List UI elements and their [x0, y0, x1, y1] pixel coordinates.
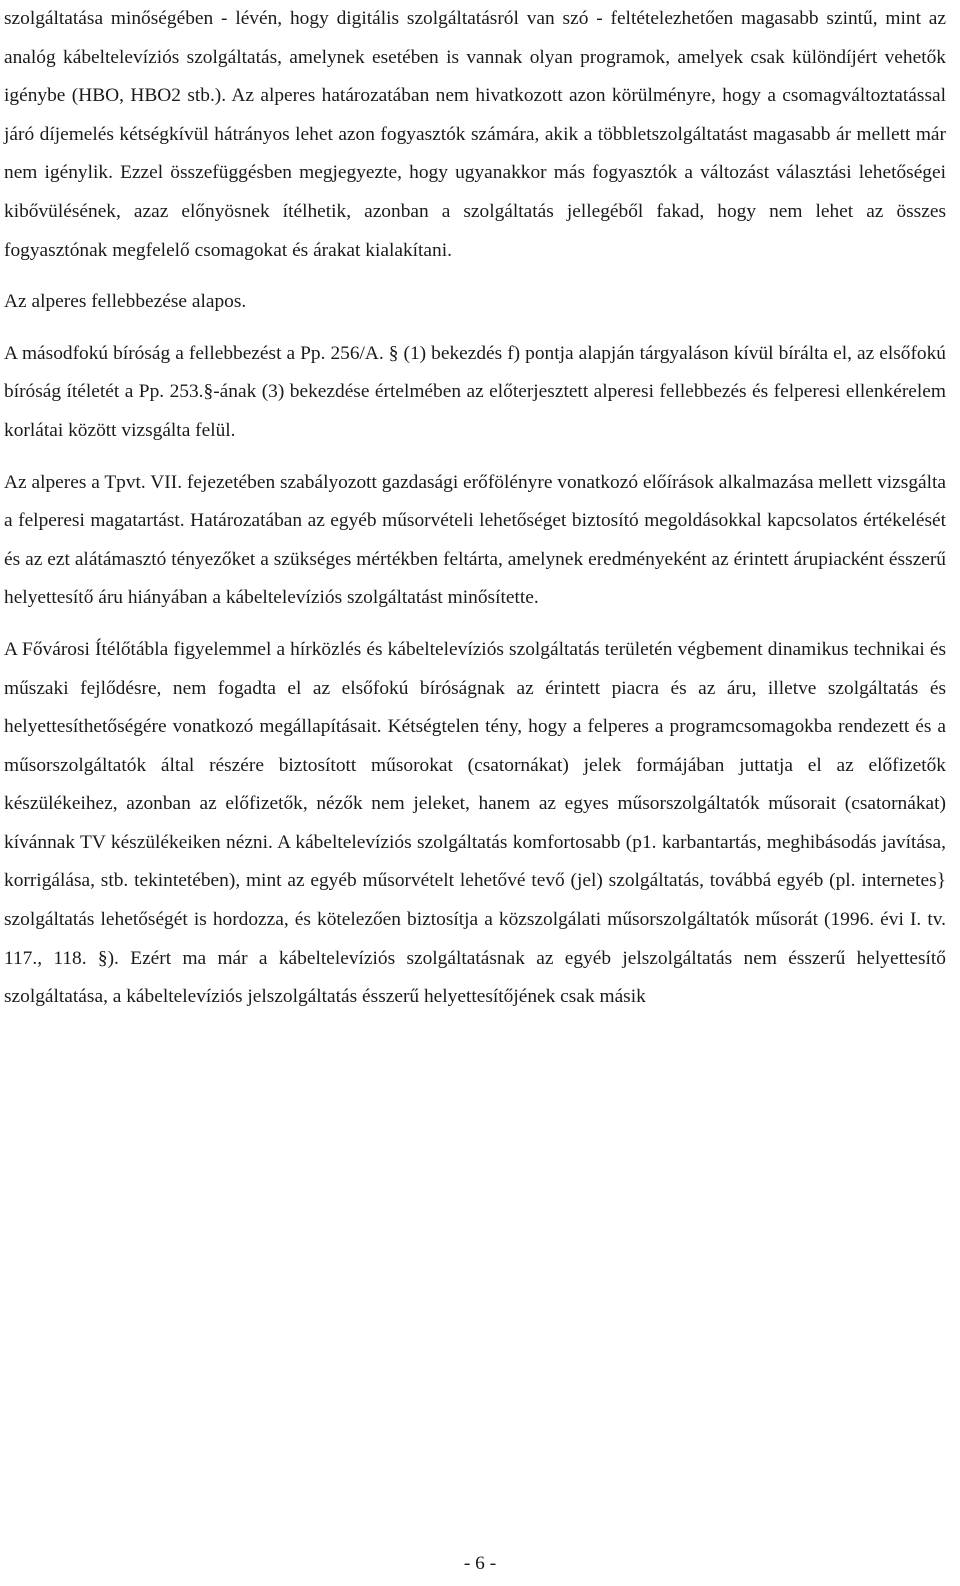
paragraph-3: A másodfokú bíróság a fellebbezést a Pp. 256/A. § (1) bekezdés f) pontja alapján tárgyaláson kívül bírálta el, az elsőfokú bíróság ítéletét a Pp. 253.§-ának (3) bekezdése értelmében az előterjesztett alperesi fellebbezés és felperesi ellenkérelem korlátai között vizsgálta felül. — [4, 342, 946, 441]
paragraph-2: Az alperes fellebbezése alapos. — [4, 291, 247, 313]
page-number: - 6 - — [463, 1553, 497, 1574]
paragraph-4: Az alperes a Tpvt. VII. fejezetében szabályozott gazdasági erőfölényre vonatkozó előírások alkalmazása mellett vizsgálta a felperesi magatartást. Határozatában az egyéb műsorvételi lehetőséget biztosító megoldásokkal kapcsolatos értékelését és az ezt alátámasztó tényezőket a szükséges mértékben feltárta, amelynek eredményeként az érintett árupiacként ésszerű helyettesítő áru hiányában a kábeltelevíziós szolgáltatást minősítette. — [4, 471, 947, 609]
document-body — [4, 0, 946, 1017]
paragraph-5: A Fővárosi Ítélőtábla figyelemmel a hírközlés és kábeltelevíziós szolgáltatás területén végbement dinamikus technikai és műszaki fejlődésre, nem fogadta el az elsőfokú bíróságnak az érintett piacra és az áru, illetve szolgáltatás és helyettesíthetőségére vonatkozó megállapításait. Kétségtelen tény, hogy a felperes a programcsomagokba rendezett és a műsorszolgáltatók által részére biztosított műsorokat (csatornákat) jelek formájában juttatja el az előfizetők készülékeihez, azonban az előfizetők, nézők nem jeleket, hanem az egyes műsorszolgáltatók műsorait (csatornákat) kívánnak TV készülékeiken nézni. A kábeltelevíziós szolgáltatás komfortosabb (p1. karbantartás, meghibásodás javítása, korrigálása, stb. tekintetében), mint az egyéb műsorvételt lehetővé tevő (jel) szolgáltatás, továbbá egyéb (pl. internetes} szolgáltatás lehetőségét is hordozza, és kötelezően biztosítja a közszolgálati műsorszolgáltatók műsorát (1996. évi I. tv. 117., 118. §). Ezért ma már a kábeltelevíziós szolgáltatásnak az egyéb jelszolgáltatás nem ésszerű helyettesítő szolgáltatása, a kábeltelevíziós jelszolgáltatás ésszerű helyettesítőjének csak másik — [4, 638, 946, 1008]
paragraph-1: szolgáltatása minőségében - lévén, hogy digitális szolgáltatásról van szó - feltételezhetően magasabb szintű, mint az analóg kábeltelevíziós szolgáltatás, amelynek esetében is vannak olyan programok, amelyek csak különdíjért vehetők igénybe (HBO, HBO2 stb.). Az alperes határozatában nem hivatkozott azon körülményre, hogy a csomagváltoztatással járó díjemelés kétségkívül hátrányos lehet azon fogyasztók számára, akik a többletszolgáltatást magasabb ár mellett már nem igénylik. Ezzel összefüggésben megjegyezte, hogy ugyanakkor más fogyasztók a változást választási lehetőségei kibővülésének, azaz előnyösnek ítélhetik, azonban a szolgáltatás jellegéből fakad, hogy nem lehet az összes fogyasztónak megfelelő csomagokat és árakat kialakítani. — [4, 8, 946, 261]
